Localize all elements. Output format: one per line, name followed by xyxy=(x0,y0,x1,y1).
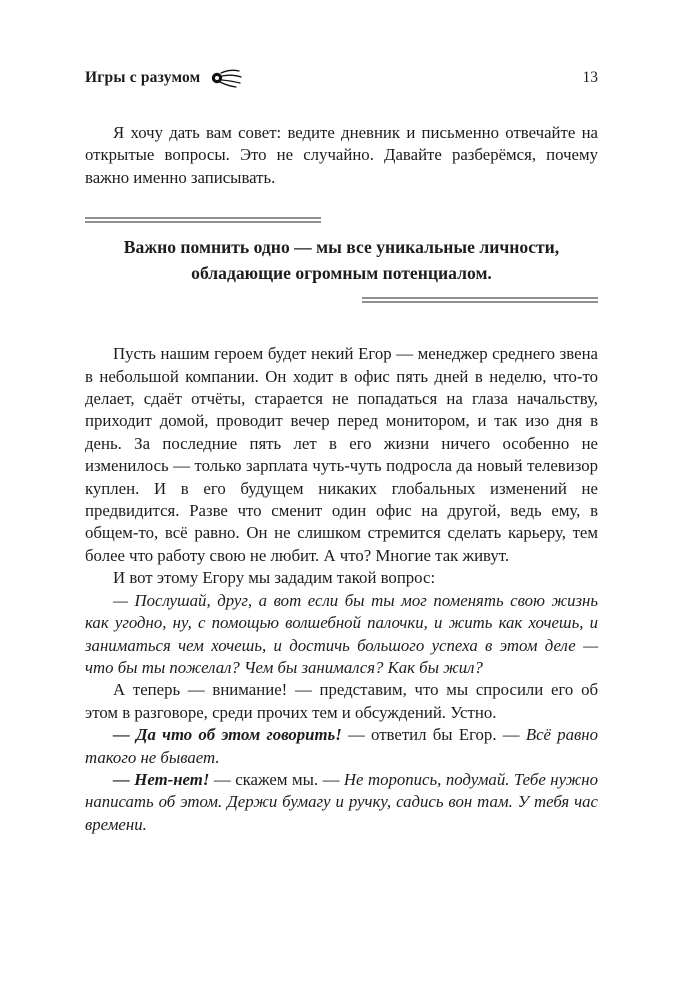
paragraph-question-intro: И вот этому Егору мы зададим такой вопрос: xyxy=(113,568,436,588)
page-header xyxy=(85,68,598,88)
paragraph-story: Пусть нашим героем будет некий Егор — менеджер среднего звена в небольшой компании. Он ходит в офис пять дней в неделю, что-то делает, сдаёт отчёты, старается не попадаться на глаза начальству, приходит домой, проводит вечер перед монитором, и так изо дня в день. За последние пять лет в его жизни ничего особенно не изменилось — только зарплата чуть-чуть подросла да новый телевизор куплен. И в его будущем никаких глобальных изменений не предвидится. Разве что сменит один офис на другой, ведь ему, в общем-то, всё равно. Он не слишком стремится сделать карьеру, тем более что работу свою не любит. А что? Многие так живут. xyxy=(85,344,598,565)
body-text xyxy=(85,122,598,836)
dialogue-egor-attribution: — ответил бы Егор. — xyxy=(348,725,520,745)
paragraph-narration: А теперь — внимание! — представим, что мы спросили его об этом в разговоре, среди прочих тем и обсуждений. Устно. xyxy=(85,680,598,722)
dialogue-we-speech-2: Не торопись, подумай. Тебе нужно написать об этом. Держи бумагу и ручку, садись вон там. У тебя час времени. xyxy=(85,769,598,834)
paragraph-intro: Я хочу дать вам совет: ведите дневник и письменно отвечайте на открытые вопросы. Это не случайно. Давайте разберёмся, почему важно именно записывать. xyxy=(85,123,598,187)
pull-quote xyxy=(85,217,598,303)
dialogue-egor-speech: — Да что об этом говорить! xyxy=(113,725,342,745)
eye-ornament-icon xyxy=(210,68,242,88)
dialogue-we-attribution: — скажем мы. — xyxy=(213,769,340,789)
paragraph-dialogue-egor xyxy=(85,724,598,769)
running-title-wrap xyxy=(85,68,242,88)
paragraph-dialogue-we xyxy=(85,769,598,836)
running-title: Игры с разумом xyxy=(85,69,201,86)
paragraph-dialogue-question: — Послушай, друг, а вот если бы ты мог поменять свою жизнь как угодно, ну, с помощью волшебной палочки, и жить как хочешь, и заниматься чем хочешь, и достичь большого успеха в этом деле — что бы ты пожелал? Чем бы занимался? Как бы жил? xyxy=(85,590,598,677)
quote-rule-bottom xyxy=(362,297,598,303)
quote-rule-top xyxy=(85,217,321,223)
dialogue-egor-speech-2: Всё равно такого не бывает. xyxy=(85,725,599,767)
dialogue-we-speech: — Нет-нет! xyxy=(113,769,210,789)
page-number: 13 xyxy=(582,69,598,86)
quote-text: Важно помнить одно — мы все уникальные личности, обладающие огромным потенциалом. xyxy=(123,237,560,284)
